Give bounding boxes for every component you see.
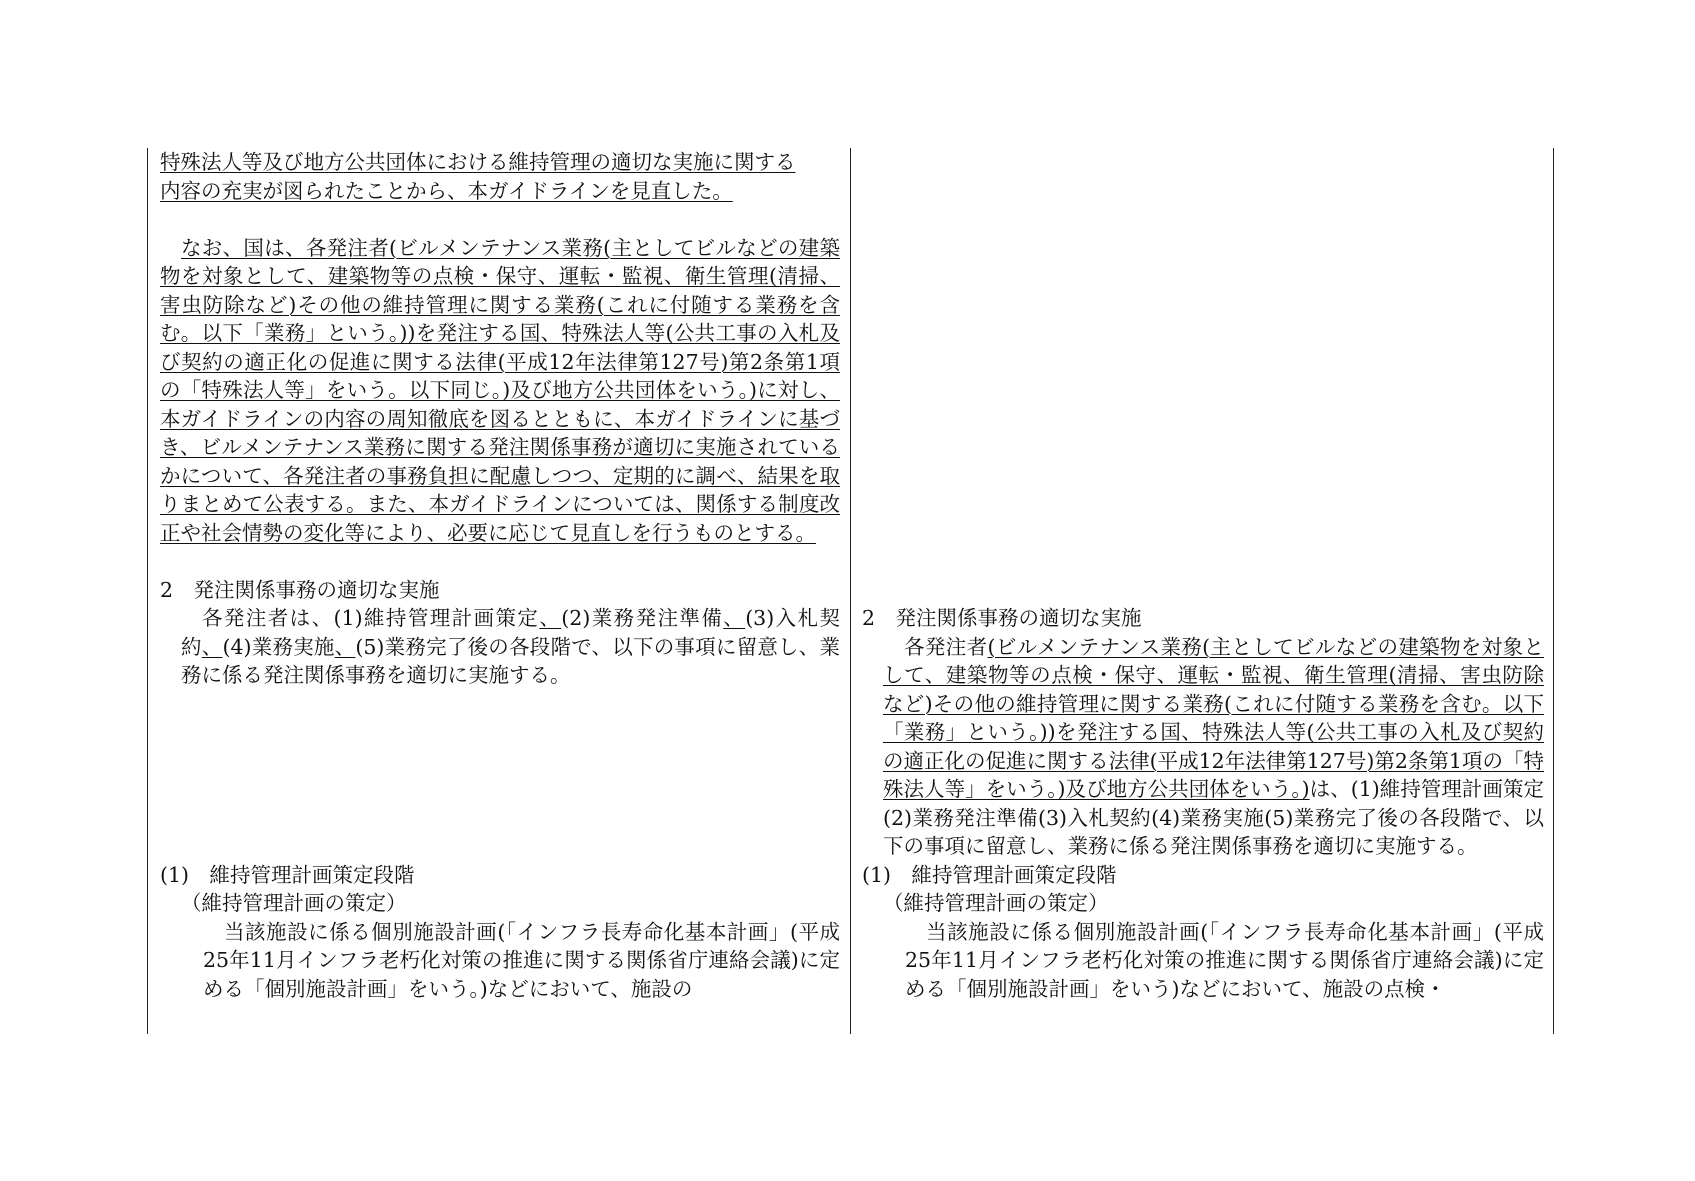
section2-seg-3: (2)業務発注準備: [561, 606, 724, 630]
section2-seg-4: 、: [723, 606, 746, 630]
section2-seg-7: (4)業務実施: [222, 634, 335, 659]
section2-seg-6: 、: [201, 634, 223, 659]
sub1-body: 当該施設に係る個別施設計画(「インフラ長寿命化基本計画」(平成25年11月インフラ老朽化対策の推進に関する関係省庁連絡会議)に定める「個別施設計画」をいう。)などにおいて、施設の: [203, 919, 840, 1001]
section2-body: [160, 604, 840, 690]
intro-line-1: 特殊法人等及び地方公共団体における維持管理の適切な実施に関する: [160, 150, 796, 174]
section2-heading: 2 発注関係事務の適切な実施: [160, 577, 440, 602]
section2-seg-9: (5)業務完了後の各段階で、以下の事項に留意し、業務に係る発注関係事務を適切に実施する。: [181, 634, 841, 687]
section2-heading-prev: 2 発注関係事務の適切な実施: [862, 606, 1142, 630]
section2-seg-8: 、: [334, 634, 356, 659]
sub1-heading: (1) 維持管理計画策定段階: [160, 862, 415, 887]
sub1-subheading-prev: （維持管理計画の策定）: [883, 891, 1109, 915]
section2-seg-2: 、: [539, 606, 562, 630]
intro-line-2: 内容の充実が図られたことから、本ガイドラインを見直した。: [160, 178, 733, 203]
section2-body-prev: [862, 633, 1544, 861]
sub1-heading-prev: (1) 維持管理計画策定段階: [862, 862, 1117, 887]
note-paragraph: なお、国は、各発注者(ビルメンテナンス業務(主としてビルなどの建築物を対象として、建築物等の点検・保守、運転・監視、衛生管理(清掃、害虫防除など)その他の維持管理に関する業務(これに付随する業務を含む。以下「業務」という。))を発注する国、特殊法人等(公共工事の入札及び契約の適正化の促進に関する法律(平成12年法律第127号)第2条第1項の「特殊法人等」をいう。以下同じ。)及び地方公共団体をいう。)に対し、本ガイドラインの内容の周知徹底を図るとともに、本ガイドラインに基づき、ビルメンテナンス業務に関する発注関係事務が適切に実施されているかについて、各発注者の事務負担に配慮しつつ、定期的に調べ、結果を取りまとめて公表する。また、本ガイドラインについては、関係する制度改正や社会情勢の変化等により、必要に応じて見直しを行うものとする。: [160, 235, 840, 545]
section2-prev-seg-1: 各発注者: [904, 634, 988, 659]
table-left-border: [147, 148, 148, 1034]
section2-prev-seg-2: (ビルメンテナンス業務(主としてビルなどの建築物を対象として、建築物等の点検・保守、運転・監視、衛生管理(清掃、害虫防除など)その他の維持管理に関する業務(これに付随する業務を含む。以下「業務」という。))を発注する国、特殊法人等(公共工事の入札及び契約の適正化の促進に関する法律(平成12年法律第127号)第2条第1項の「特殊法人等」をいう。)及び地方公共団体をいう。): [883, 634, 1544, 801]
revised-text-column: [160, 148, 840, 1003]
section2-seg-5: (3)入札契約: [181, 606, 840, 659]
previous-text-column: [862, 148, 1544, 1003]
table-center-divider: [850, 148, 851, 1034]
table-right-border: [1553, 148, 1554, 1034]
section2-seg-1: 各発注者は、(1)維持管理計画策定: [202, 606, 540, 630]
sub1-body-prev: 当該施設に係る個別施設計画(「インフラ長寿命化基本計画」(平成25年11月インフラ老朽化対策の推進に関する関係省庁連絡会議)に定める「個別施設計画」をいう)などにおいて、施設の点検・: [905, 919, 1544, 1001]
section2-prev-seg-3: は、(1)維持管理計画策定(2)業務発注準備(3)入札契約(4)業務実施(5)業務完了後の各段階で、以下の事項に留意し、業務に係る発注関係事務を適切に実施する。: [883, 777, 1544, 858]
sub1-subheading: （維持管理計画の策定）: [181, 891, 407, 915]
